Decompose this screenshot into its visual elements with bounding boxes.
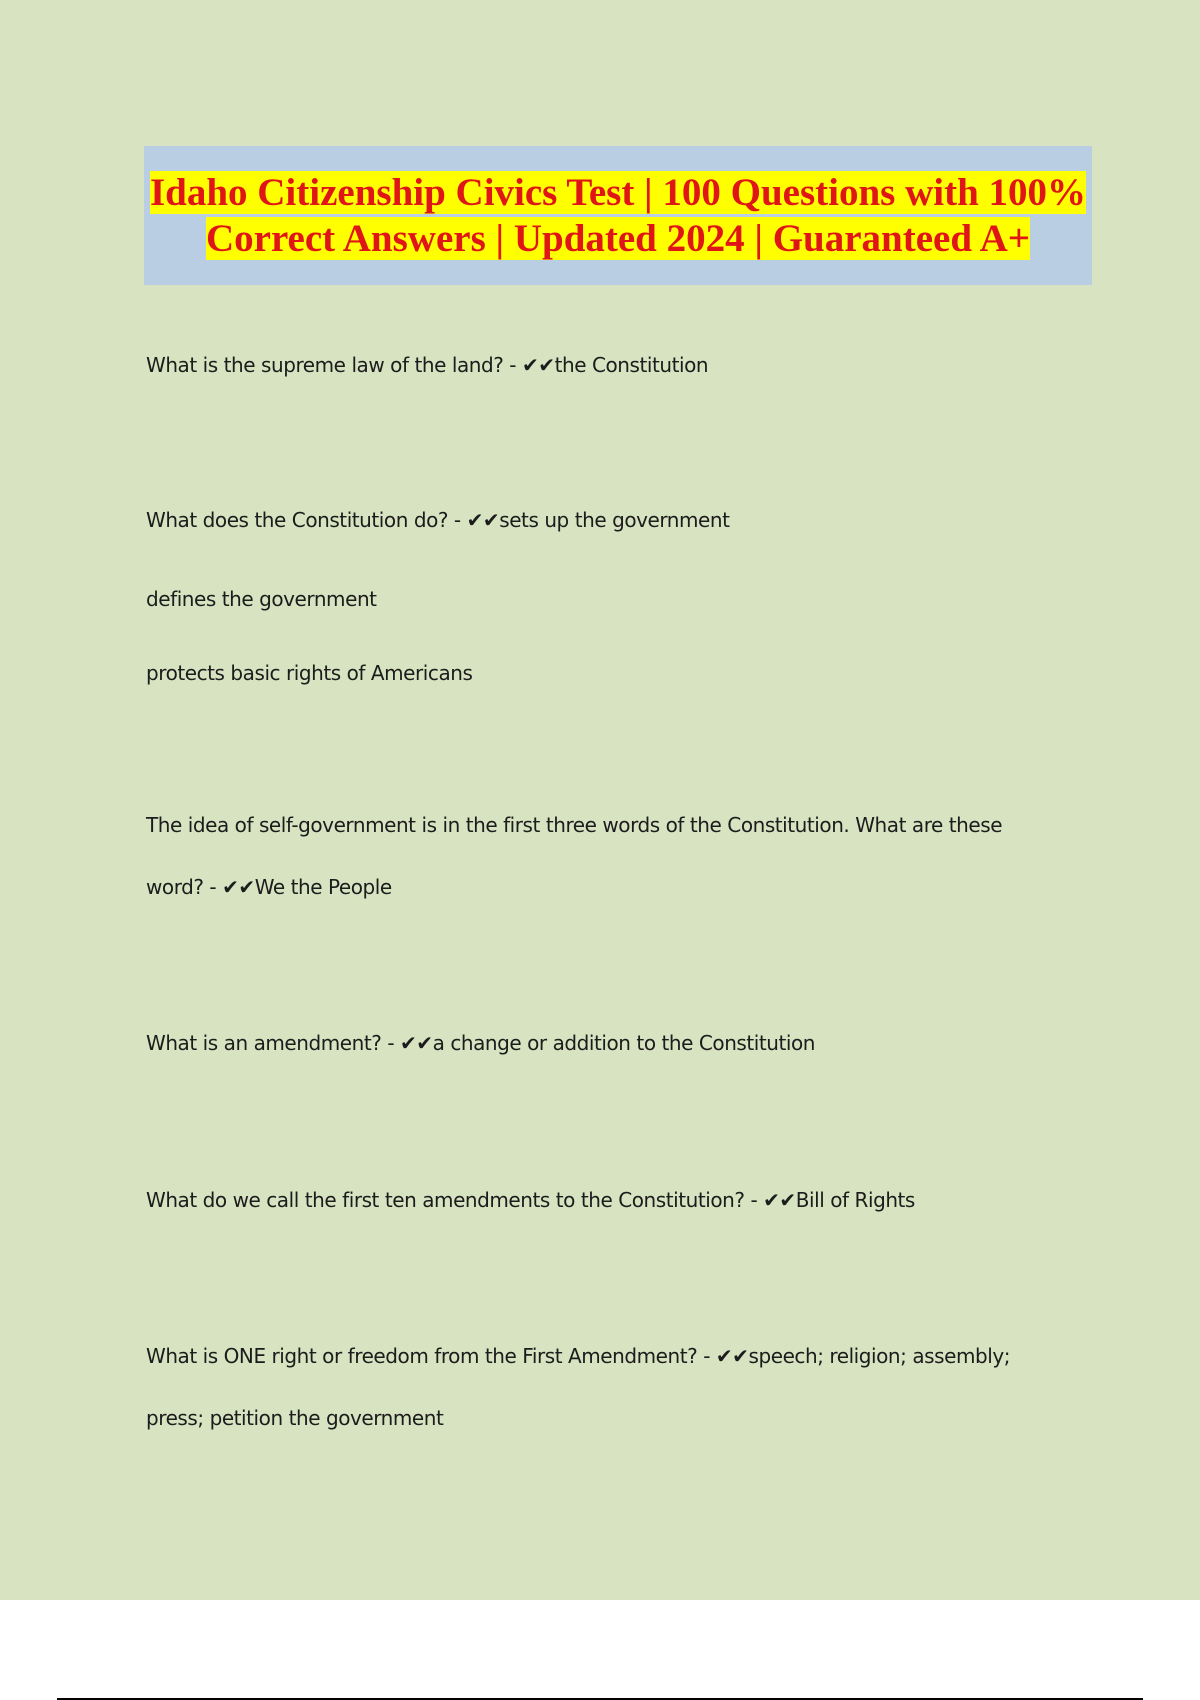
qa-line: What does the Constitution do? - ✔✔sets up the government: [146, 508, 730, 532]
qa-line: What is the supreme law of the land? - ✔✔the Constitution: [146, 353, 709, 377]
qa-line: What is ONE right or freedom from the First Amendment? - ✔✔speech; religion; assembly;: [146, 1344, 1011, 1368]
qa-line: protects basic rights of Americans: [146, 661, 473, 685]
qa-line: What do we call the first ten amendments to the Constitution? - ✔✔Bill of Rights: [146, 1188, 915, 1212]
qa-line: What is an amendment? - ✔✔a change or addition to the Constitution: [146, 1031, 816, 1055]
qa-line: press; petition the government: [146, 1406, 444, 1430]
qa-line: word? - ✔✔We the People: [146, 875, 392, 899]
document-title-text: Idaho Citizenship Civics Test | 100 Questions with 100% Correct Answers | Updated 2024 | Guaranteed A+: [149, 170, 1087, 260]
document-title: [144, 170, 1092, 262]
qa-line: defines the government: [146, 587, 377, 611]
title-banner: [144, 146, 1092, 285]
qa-line: The idea of self-government is in the first three words of the Constitution. What are these: [146, 813, 1003, 837]
